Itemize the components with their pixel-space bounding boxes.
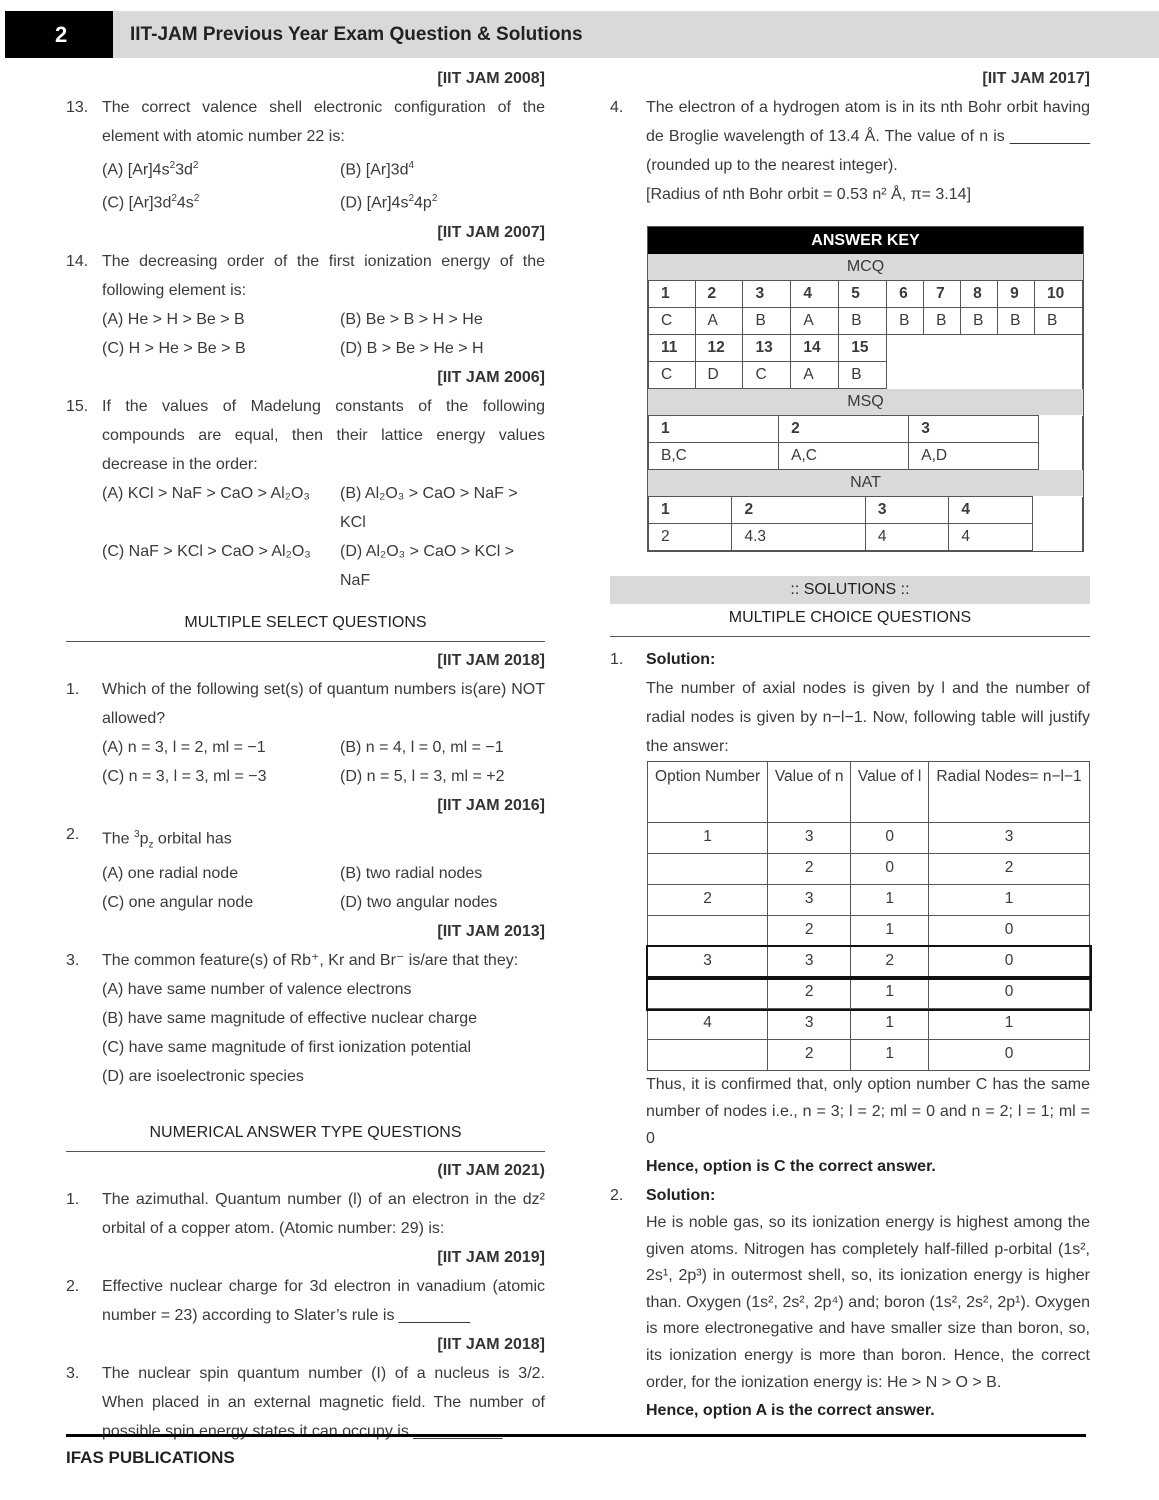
solution-1-conclusion: Hence, option is C the correct answer. — [646, 1158, 936, 1175]
solution-1-label: 1. Solution: — [610, 651, 716, 668]
source-tag: [IIT JAM 2006] — [437, 368, 545, 386]
table-cell: 3 — [768, 1009, 851, 1040]
solution-2-label: 2. Solution: — [610, 1187, 716, 1204]
table-cell: D — [695, 362, 743, 389]
table-row — [648, 978, 1090, 1009]
table-cell: 2 — [779, 416, 909, 443]
table-cell-empty — [1032, 524, 1082, 551]
table-row — [648, 885, 1090, 916]
table-cell: 2 — [929, 854, 1090, 885]
table-cell — [648, 1040, 768, 1071]
table-cell: 5 — [839, 281, 887, 308]
option-b: (B) have same magnitude of effective nuclear charge — [102, 1010, 478, 1028]
table-row — [649, 335, 1083, 362]
page-number: 2 — [5, 11, 113, 58]
question-14: 14. The decreasing order of the first ionization energy of the following element is: — [66, 252, 545, 299]
table-cell: 3 — [648, 947, 768, 978]
table-cell: B — [924, 308, 961, 335]
mcq-heading: MULTIPLE CHOICE QUESTIONS — [728, 609, 972, 626]
table-cell: 1 — [929, 1009, 1090, 1040]
table-cell: 15 — [839, 335, 887, 362]
msq-question-1: 1. Which of the following set(s) of quantum numbers is(are) NOT allowed? — [66, 680, 545, 727]
table-cell: C — [743, 362, 791, 389]
table-cell: 0 — [929, 947, 1090, 978]
table-cell: 2 — [851, 947, 929, 978]
table-cell — [648, 916, 768, 947]
solution-2-conclusion: Hence, option A is the correct answer. — [646, 1402, 935, 1420]
table-cell — [648, 978, 768, 1009]
table-cell: A — [791, 308, 839, 335]
solutions-heading: :: SOLUTIONS :: — [610, 576, 1090, 604]
table-cell-empty — [1039, 443, 1083, 470]
table-cell: A — [695, 308, 743, 335]
table-cell-empty — [887, 335, 1083, 362]
table-cell: 1 — [649, 281, 696, 308]
source-tag: [IIT JAM 2008] — [437, 70, 545, 87]
table-cell: 4 — [865, 524, 948, 551]
option-c: (C) have same magnitude of first ionization potential — [102, 1039, 472, 1057]
column-header: Radial Nodes= n−l−1 — [929, 762, 1090, 823]
options-13: (A) $[Ar]4s^23d^2$ (B) $[Ar]3d^4$ (C) $[Ar]3d^24s^2$ (D) $[Ar]4s^24p^2$ — [102, 160, 438, 212]
table-row — [648, 1040, 1090, 1071]
table-cell-empty — [1032, 497, 1082, 524]
table-cell: 2 — [649, 524, 732, 551]
table-cell: 9 — [998, 281, 1035, 308]
table-cell: 10 — [1035, 281, 1083, 308]
options-15: (A) KCl > NaF > CaO > Al₂O₃ (B) Al₂O₃ > CaO > NaF > KCl (C) NaF > KCl > CaO > Al₂O₃ (D) Al₂O₃ > CaO > KCl > NaF — [102, 484, 518, 589]
table-cell: B — [887, 308, 924, 335]
table-cell: 12 — [695, 335, 743, 362]
table-cell: 1 — [851, 885, 929, 916]
source-tag: [IIT JAM 2018] — [437, 1336, 545, 1354]
table-row — [648, 916, 1090, 947]
table-cell: 0 — [851, 854, 929, 885]
question-13: 13. The correct valence shell electronic configuration of the element with atomic number 22 is: — [66, 99, 545, 145]
divider — [610, 636, 1090, 637]
msq-options-2: (A) one radial node (B) two radial nodes (C) one angular node (D) two angular nodes — [102, 865, 498, 912]
table-row — [648, 854, 1090, 885]
table-cell: B — [998, 308, 1035, 335]
table-row — [649, 362, 1083, 389]
table-cell-empty — [1039, 416, 1083, 443]
msq-options-1: (A) n = 3, l = 2, ml = −1 (B) n = 4, l = 0, ml = −1 (C) n = 3, l = 3, ml = −3 (D) n = 5, l = 3, ml = +2 — [102, 738, 505, 785]
table-cell: 1 — [851, 1009, 929, 1040]
nat-question-1: 1. The azimuthal. Quantum number (l) of an electron in the dz² orbital of a copper atom. (Atomic number: 29) is: — [66, 1191, 545, 1238]
table-row — [648, 1009, 1090, 1040]
left-column — [66, 64, 545, 1446]
table-row — [649, 281, 1083, 308]
table-cell: 7 — [924, 281, 961, 308]
table-cell: 4.3 — [732, 524, 865, 551]
answer-key — [647, 226, 1084, 552]
table-row — [649, 416, 1083, 443]
table-cell: 14 — [791, 335, 839, 362]
table-header — [648, 762, 1090, 823]
table-cell: 1 — [649, 416, 779, 443]
footer-publisher: IFAS PUBLICATIONS — [66, 1448, 235, 1467]
nat-label: NAT — [648, 470, 1083, 496]
table-cell: C — [649, 308, 696, 335]
msq-question-2: 2. The $^3p_z$ orbital has — [66, 825, 232, 851]
question-15: 15. If the values of Madelung constants of the following compounds are equal, then their lattice energy values decrease in the order: — [66, 397, 545, 473]
table-cell: 2 — [768, 916, 851, 947]
table-cell: B — [743, 308, 791, 335]
table-cell: A,D — [909, 443, 1039, 470]
source-tag: (IIT JAM 2021) — [437, 1162, 545, 1180]
table-cell: 0 — [851, 823, 929, 854]
answer-key-title: ANSWER KEY — [648, 227, 1083, 254]
nat-answer-table — [648, 496, 1083, 551]
nat-heading: NUMERICAL ANSWER TYPE QUESTIONS — [149, 1124, 462, 1142]
nodes-table — [647, 761, 1090, 1071]
table-cell: 2 — [695, 281, 743, 308]
table-cell: 0 — [929, 1040, 1090, 1071]
table-cell: 13 — [743, 335, 791, 362]
page-title: IIT-JAM Previous Year Exam Question & Solutions — [130, 24, 583, 45]
divider — [66, 641, 545, 642]
table-cell: 1 — [649, 497, 732, 524]
table-cell: 4 — [949, 524, 1032, 551]
solution-2-text: He is noble gas, so its ionization energy is highest among the given atoms. Nitrogen has completely half-filled p-orbital (1s², 2s¹, 2p³) in outermost shell, so, its ionization energy is higher than. Oxygen (1s², 2s², 2p⁴) and; boron (1s², 2s², 2p¹). Oxygen is more electronegative and have smaller size than boron, so, its ionization energy is more than boron. Hence, the correct order, for the ionization energy is: He > N > O > B. — [646, 1214, 1090, 1391]
divider — [66, 1151, 545, 1152]
source-tag: [IIT JAM 2018] — [437, 651, 545, 669]
table-cell: 2 — [768, 978, 851, 1009]
table-row — [649, 443, 1083, 470]
table-cell: 2 — [648, 885, 768, 916]
source-tag: [IIT JAM 2017] — [982, 70, 1090, 87]
source-tag: [IIT JAM 2007] — [437, 223, 545, 241]
nat-question-4-note: [Radius of nth Bohr orbit = 0.53 n² Å, π= 3.14] — [646, 186, 972, 203]
nat-question-2: 2. Effective nuclear charge for 3d electron in vanadium (atomic number = 23) according to Slater’s rule is ________ — [66, 1278, 545, 1325]
table-cell: 2 — [732, 497, 865, 524]
solution-1-text: The number of axial nodes is given by l and the number of radial nodes is given by n−l−1. Now, following table will justify the answer: — [646, 680, 1090, 755]
table-cell: A — [791, 362, 839, 389]
table-cell: 1 — [851, 978, 929, 1009]
column-header: Option Number — [648, 762, 768, 823]
msq-label: MSQ — [648, 389, 1083, 415]
table-cell: 0 — [929, 916, 1090, 947]
table-row — [648, 823, 1090, 854]
table-cell: 3 — [768, 823, 851, 854]
table-cell: B,C — [649, 443, 779, 470]
table-cell: 2 — [768, 1040, 851, 1071]
table-cell: C — [649, 362, 696, 389]
table-cell: B — [1035, 308, 1083, 335]
footer-rule — [66, 1434, 1086, 1437]
column-header: Value of n — [768, 762, 851, 823]
table-cell — [648, 854, 768, 885]
table-cell: 3 — [865, 497, 948, 524]
table-row — [649, 524, 1083, 551]
mcq-answer-table — [648, 280, 1083, 389]
table-cell: 0 — [929, 978, 1090, 1009]
mcq-label: MCQ — [648, 254, 1083, 280]
table-cell: 4 — [949, 497, 1032, 524]
table-cell: 6 — [887, 281, 924, 308]
table-cell: 3 — [909, 416, 1039, 443]
table-cell: 1 — [929, 885, 1090, 916]
table-cell: 1 — [648, 823, 768, 854]
option-a: (A) have same number of valence electrons — [102, 981, 412, 999]
source-tag: [IIT JAM 2019] — [437, 1249, 545, 1267]
msq-question-3: 3. The common feature(s) of Rb⁺, Kr and Br⁻ is/are that they: — [66, 952, 519, 970]
table-cell: 1 — [851, 916, 929, 947]
table-row — [649, 308, 1083, 335]
table-cell: 8 — [961, 281, 998, 308]
right-column — [610, 64, 1090, 1425]
msq-answer-table — [648, 415, 1083, 470]
nat-question-4: 4. The electron of a hydrogen atom is in its nth Bohr orbit having de Broglie wavelength of 13.4 Å. The value of n is _________ (rounded up to the nearest integer). — [610, 99, 1090, 174]
table-cell: 3 — [768, 947, 851, 978]
table-cell: 2 — [768, 854, 851, 885]
table-cell: 3 — [768, 885, 851, 916]
table-cell: 3 — [743, 281, 791, 308]
source-tag: [IIT JAM 2013] — [437, 923, 545, 941]
table-cell: B — [839, 362, 887, 389]
solution-1-after: Thus, it is confirmed that, only option number C has the same number of nodes i.e., n = 3; l = 2; ml = 0 and n = 2; l = 1; ml = 0 — [646, 1076, 1090, 1147]
msq-heading: MULTIPLE SELECT QUESTIONS — [184, 613, 427, 631]
options-14: (A) He > H > Be > B (B) Be > B > H > He (C) H > He > Be > B (D) B > Be > He > H — [102, 310, 484, 357]
table-cell: 4 — [648, 1009, 768, 1040]
table-cell: 4 — [791, 281, 839, 308]
table-cell: 1 — [851, 1040, 929, 1071]
table-cell-empty — [887, 362, 1083, 389]
table-cell: 3 — [929, 823, 1090, 854]
source-tag: [IIT JAM 2016] — [437, 796, 545, 814]
nat-question-3: 3. The nuclear spin quantum number (I) of a nucleus is 3/2. When placed in an external magnetic field. The number of possible spin energy states it can occupy is __________. — [66, 1365, 545, 1441]
table-row — [649, 497, 1083, 524]
table-cell: B — [839, 308, 887, 335]
option-d: (D) are isoelectronic species — [102, 1068, 304, 1086]
table-cell: A,C — [779, 443, 909, 470]
table-row — [648, 947, 1090, 978]
table-cell: 11 — [649, 335, 696, 362]
column-header: Value of l — [851, 762, 929, 823]
table-cell: B — [961, 308, 998, 335]
